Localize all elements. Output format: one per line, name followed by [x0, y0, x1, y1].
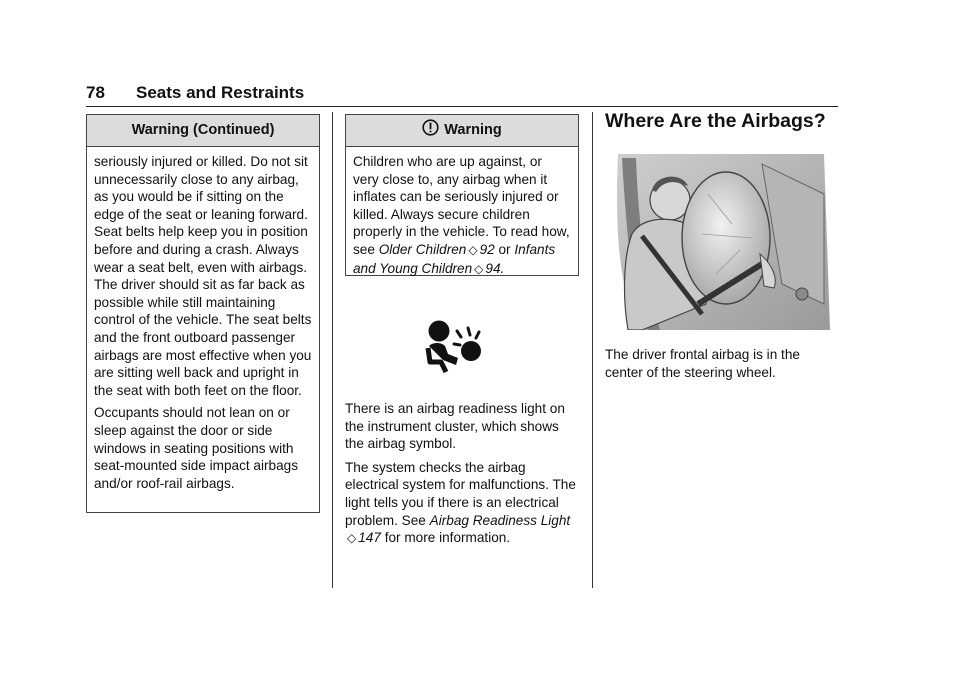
- page-number: 78: [86, 83, 105, 102]
- page-header: [86, 82, 838, 107]
- warning-text: Children who are up against, or very close to, any airbag when it inflates can be seriously injured or killed. Always secure children properly in the vehicle. To read how, see: [353, 154, 570, 257]
- xref-arrow-icon: ◇: [468, 242, 478, 257]
- warning-continued-title: Warning (Continued): [87, 115, 319, 147]
- warning-text: or: [494, 241, 515, 257]
- chapter-title: Seats and Restraints: [136, 83, 305, 102]
- xref-page-94[interactable]: 94.: [485, 260, 505, 276]
- xref-arrow-icon: ◇: [474, 261, 484, 276]
- warning-title-bar: [346, 115, 578, 147]
- warning-continued-body: [87, 147, 319, 505]
- column-2-text: [345, 400, 577, 554]
- column-divider-1: [332, 112, 333, 588]
- warning-continued-box: [86, 114, 320, 513]
- warning-body: [346, 147, 578, 286]
- section-title: Where Are the Airbags?: [605, 110, 826, 132]
- airbag-light-paragraph: There is an airbag readiness light on the instrument cluster, which shows the airbag symbol.: [345, 401, 565, 452]
- system-check-paragraph: [345, 459, 577, 548]
- airbag-location-caption: The driver frontal airbag is in the center of the steering wheel.: [605, 347, 800, 380]
- xref-infants-young-children[interactable]: Infants and Young Children: [353, 241, 556, 276]
- xref-airbag-readiness-light[interactable]: Airbag Readiness Light: [429, 512, 571, 528]
- warning-title: Warning: [444, 122, 502, 138]
- warning-paragraph: seriously injured or killed. Do not sit unnecessarily close to any airbag, as you would be if sitting on the edge of the seat or leaning forward. Seat belts help keep you in position before and during a crash. Always wear a seat belt, even with airbags. The driver should sit as far back as possible while still maintaining control of the vehicle. The seat belts and the front outboard passenger airbags are most effective when you are sitting well back and upright in the seat with both feet on the floor.: [94, 154, 312, 398]
- column-3-text: [605, 346, 837, 387]
- paragraph-text: The system checks the airbag electrical system for malfunctions. The light tells you if there is an electrical problem. See: [345, 459, 576, 528]
- xref-arrow-icon: ◇: [347, 531, 357, 546]
- column-divider-2: [592, 112, 593, 588]
- driver-frontal-airbag-illustration: [612, 154, 830, 330]
- warning-box: [345, 114, 579, 276]
- xref-page-92[interactable]: 92: [479, 241, 495, 257]
- xref-older-children[interactable]: Older Children: [378, 241, 467, 257]
- paragraph-text: for more information.: [380, 530, 511, 546]
- warning-triangle-icon: [422, 117, 439, 148]
- airbag-readiness-symbol-icon: [424, 318, 488, 374]
- xref-page-147[interactable]: 147: [358, 530, 381, 546]
- warning-paragraph: Occupants should not lean on or sleep against the door or side windows in seating positions with seat-mounted side impact airbags and/or roof-rail airbags.: [94, 405, 299, 491]
